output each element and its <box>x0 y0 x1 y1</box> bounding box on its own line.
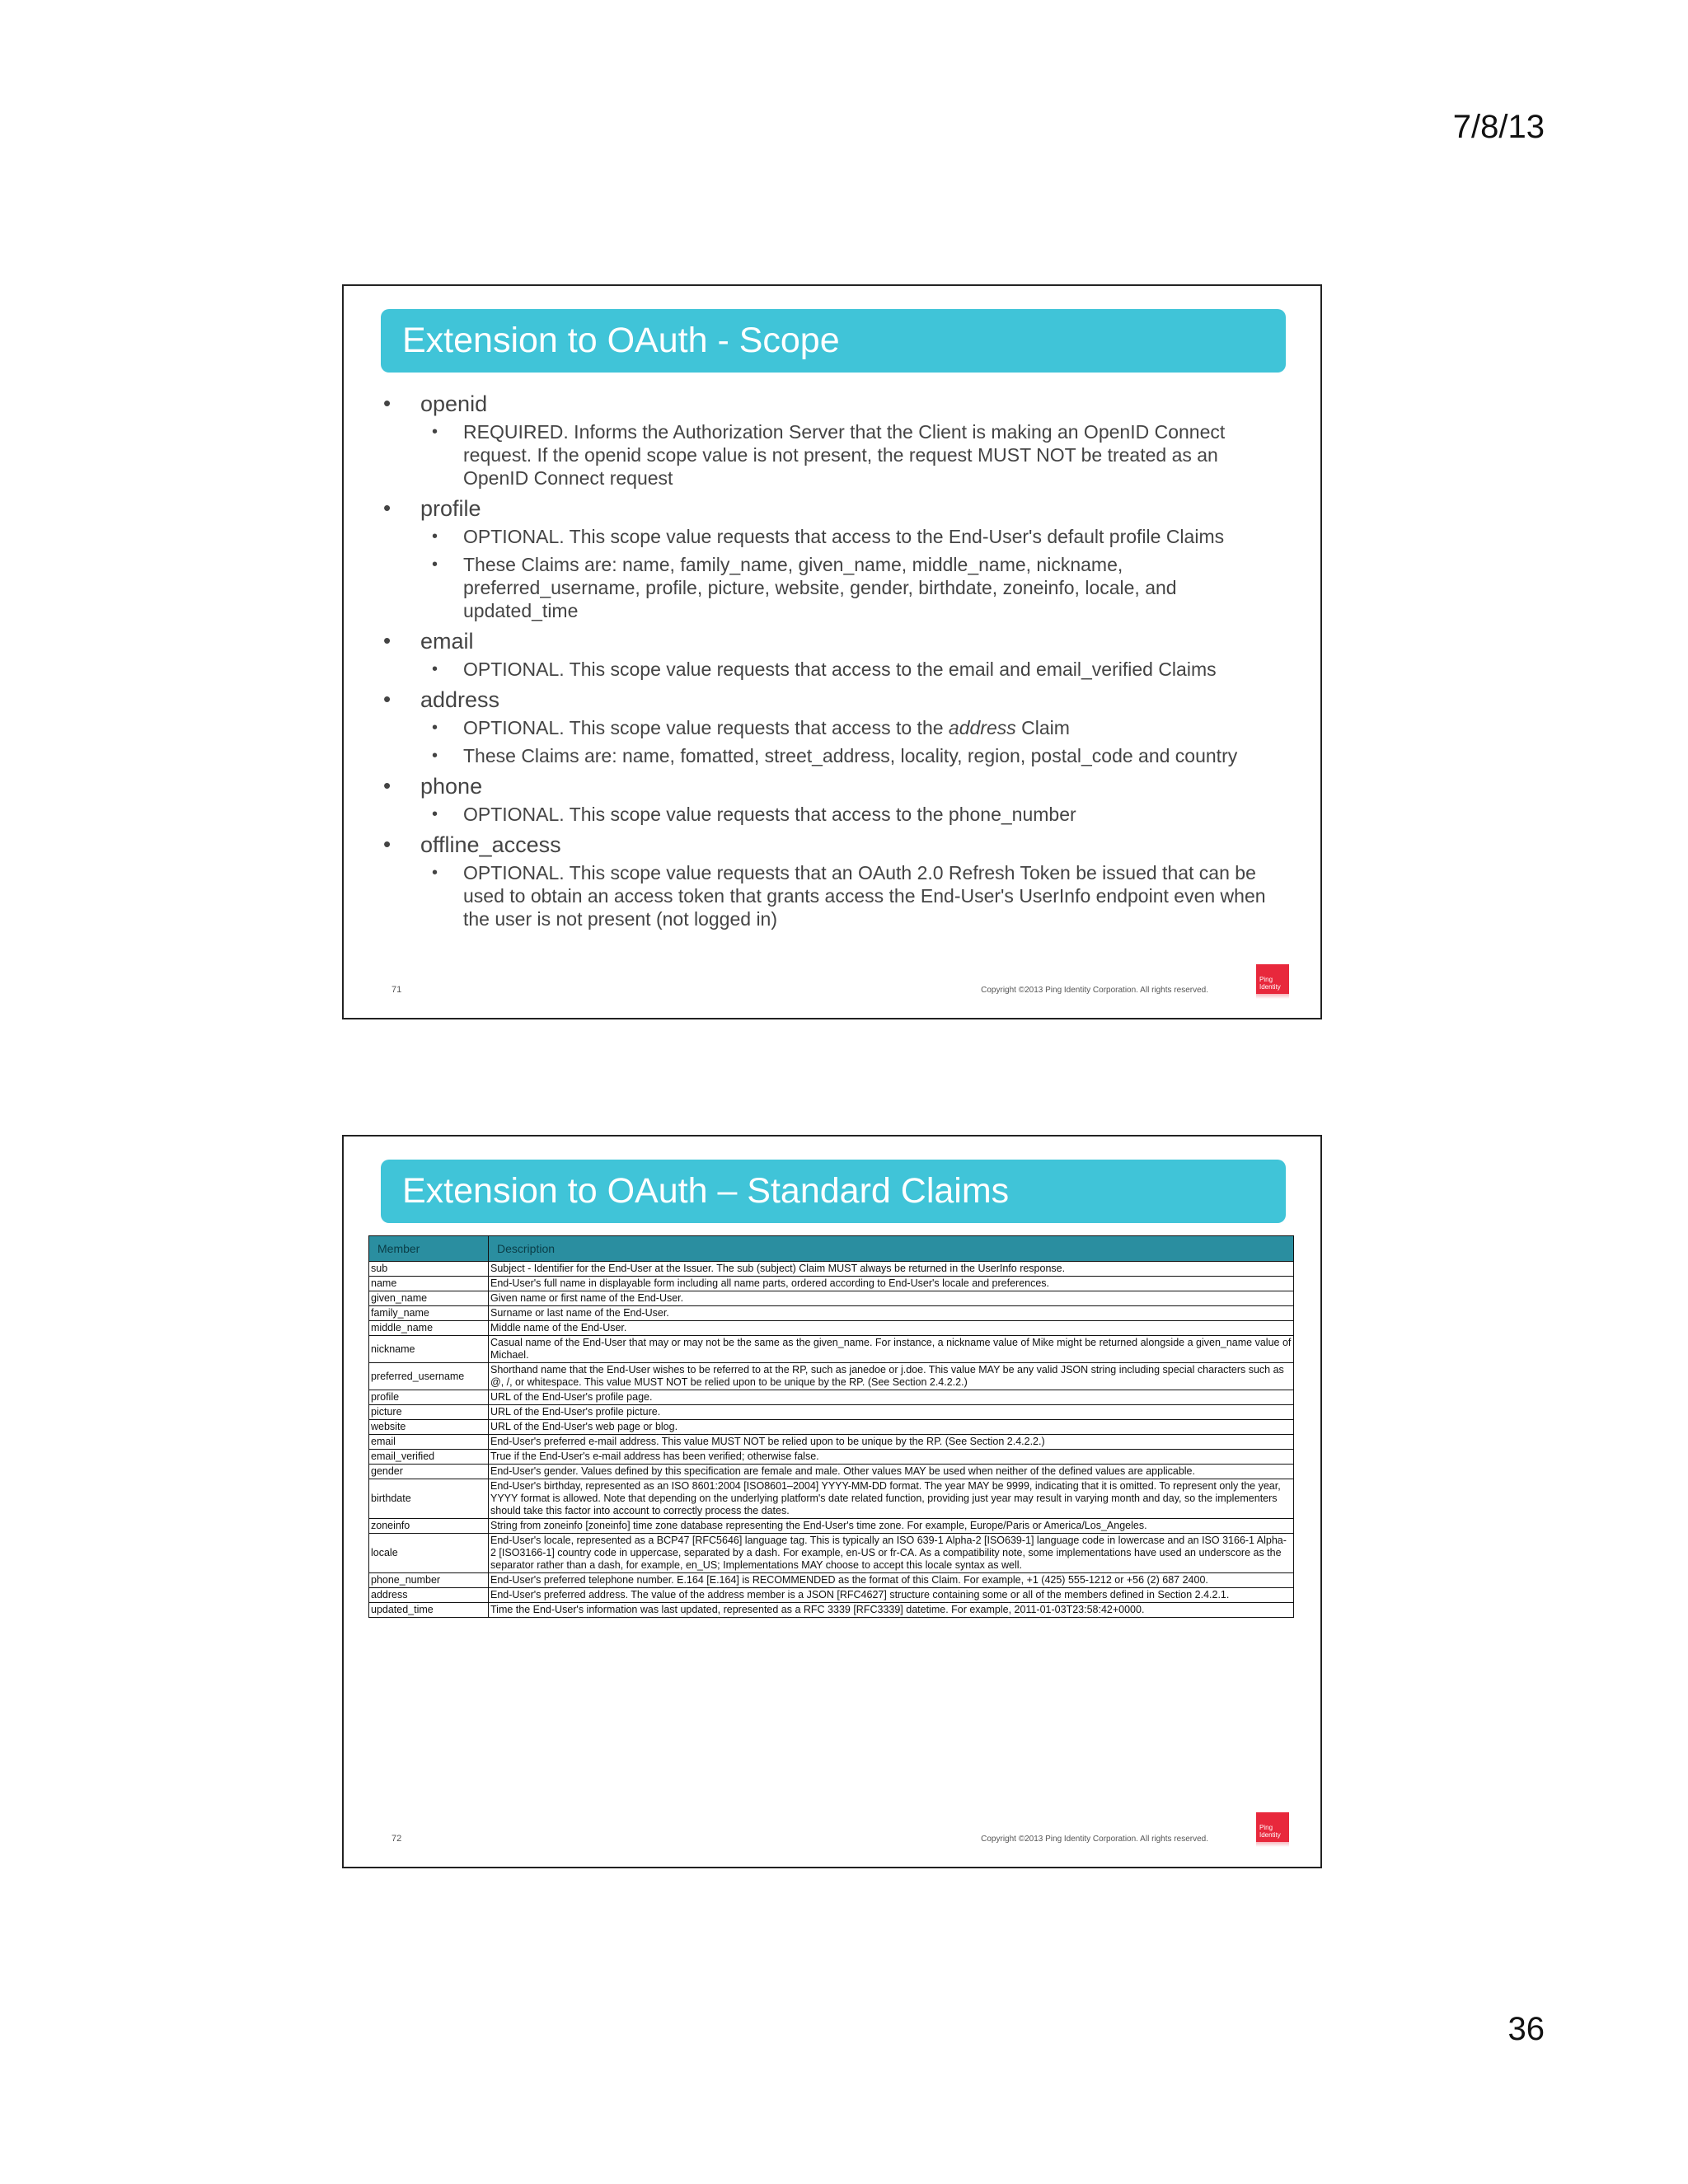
table-row <box>369 1277 1294 1291</box>
slide-standard-claims <box>342 1135 1322 1868</box>
claim-member: email_verified <box>369 1450 489 1465</box>
page-number: 36 <box>1507 2011 1545 2047</box>
table-row <box>369 1588 1294 1603</box>
claim-member: given_name <box>369 1291 489 1306</box>
scope-detail-text: OPTIONAL. This scope value requests that an OAuth 2.0 Refresh Token be issued that can be used to obtain an access token that grants access the End-User's UserInfo endpoint even when the user is not present (not logged in) <box>463 862 1266 930</box>
scope-details <box>420 420 1273 490</box>
claim-member: picture <box>369 1405 489 1420</box>
scope-detail-text: These Claims are: name, family_name, given_name, middle_name, nickname, preferred_username, profile, picture, website, gender, birthdate, zoneinfo, locale, and updated_time <box>463 554 1177 621</box>
bullet-icon: • <box>432 660 438 678</box>
bullet-icon: • <box>383 832 392 856</box>
bullet-icon: • <box>432 719 438 737</box>
scope-detail-text: These Claims are: name, fomatted, street_address, locality, region, postal_code and country <box>463 745 1238 766</box>
claim-description: URL of the End-User's profile picture. <box>489 1405 1294 1420</box>
bullet-icon: • <box>383 628 392 653</box>
claim-description: String from zoneinfo [zoneinfo] time zone database representing the End-User's time zone. For example, Europe/Paris or America/Los_Angeles. <box>489 1519 1294 1534</box>
scope-item <box>383 494 1273 622</box>
scope-detail <box>420 420 1273 490</box>
claim-member: nickname <box>369 1336 489 1363</box>
copyright-notice: Copyright ©2013 Ping Identity Corporation. All rights reserved. <box>981 986 1208 995</box>
bullet-icon: • <box>432 747 438 765</box>
column-header-member: Member <box>369 1236 489 1262</box>
table-row <box>369 1262 1294 1277</box>
claim-description: URL of the End-User's profile page. <box>489 1390 1294 1405</box>
scope-name: openid <box>420 391 488 416</box>
copyright-notice: Copyright ©2013 Ping Identity Corporation. All rights reserved. <box>981 1835 1208 1844</box>
slide-scope <box>342 284 1322 1019</box>
claim-description: End-User's preferred address. The value of the address member is a JSON [RFC4627] structure containing some or all of the members defined in Section 2.4.2.1. <box>489 1588 1294 1603</box>
scope-details <box>420 525 1273 622</box>
claims-table-body <box>369 1262 1294 1618</box>
table-row <box>369 1534 1294 1573</box>
scope-detail <box>420 716 1273 739</box>
table-header-row <box>369 1236 1294 1262</box>
page-date: 7/8/13 <box>1452 109 1545 145</box>
scope-item <box>383 390 1273 490</box>
scope-detail-text: OPTIONAL. This scope value requests that access to the email and email_verified Claims <box>463 658 1217 680</box>
slide-number: 72 <box>392 1834 402 1844</box>
ping-identity-logo <box>1256 1812 1289 1842</box>
table-row <box>369 1450 1294 1465</box>
bullet-icon: • <box>383 773 392 798</box>
slide-title: Extension to OAuth - Scope <box>381 309 1286 373</box>
claim-description: End-User's preferred telephone number. E.164 [E.164] is RECOMMENDED as the format of this Claim. For example, +1 (425) 555-1212 or +56 (2) 687 2400. <box>489 1573 1294 1588</box>
claim-description: Time the End-User's information was last updated, represented as a RFC 3339 [RFC3339] datetime. For example, 2011-01-03T23:58:42+0000. <box>489 1603 1294 1618</box>
scope-detail-text: REQUIRED. Informs the Authorization Server that the Client is making an OpenID Connect request. If the openid scope value is not present, the request MUST NOT be treated as an OpenID Connect request <box>463 421 1226 489</box>
table-row <box>369 1363 1294 1390</box>
bullet-icon: • <box>432 864 438 882</box>
table-row <box>369 1390 1294 1405</box>
claim-description: Given name or first name of the End-User. <box>489 1291 1294 1306</box>
claim-member: preferred_username <box>369 1363 489 1390</box>
scope-name: address <box>420 687 500 712</box>
scope-item <box>383 831 1273 930</box>
scope-detail <box>420 525 1273 548</box>
claim-member: zoneinfo <box>369 1519 489 1534</box>
table-row <box>369 1603 1294 1618</box>
scope-list <box>383 390 1273 935</box>
scope-detail <box>420 861 1273 930</box>
claim-member: name <box>369 1277 489 1291</box>
scope-item <box>383 772 1273 826</box>
claim-description: URL of the End-User's web page or blog. <box>489 1420 1294 1435</box>
scope-details <box>420 803 1273 826</box>
bullet-icon: • <box>383 495 392 520</box>
claim-member: updated_time <box>369 1603 489 1618</box>
claim-member: profile <box>369 1390 489 1405</box>
scope-detail <box>420 803 1273 826</box>
claim-description: End-User's gender. Values defined by this specification are female and male. Other values MAY be used when neither of the defined values are applicable. <box>489 1465 1294 1479</box>
table-row <box>369 1465 1294 1479</box>
bullet-icon: • <box>383 687 392 711</box>
claim-description: End-User's locale, represented as a BCP47 [RFC5646] language tag. This is typically an ISO 639-1 Alpha-2 [ISO639‑1] language code in lowercase and an ISO 3166-1 Alpha-2 [ISO3166‑1] country code in uppercase, separated by a dash. For example, en-US or fr-CA. As a compatibility note, some implementations have used an underscore as the separator rather than a dash, for example, en_US; Implementations MAY choose to accept this locale syntax as well. <box>489 1534 1294 1573</box>
scope-detail-text: OPTIONAL. This scope value requests that access to the End-User's default profile Claims <box>463 526 1225 547</box>
claim-member: address <box>369 1588 489 1603</box>
claim-description: Shorthand name that the End-User wishes to be referred to at the RP, such as janedoe or j.doe. This value MAY be any valid JSON string including special characters such as @, /, or whitespace. This value MUST NOT be relied upon to be unique by the RP. (See Section 2.4.2.2.) <box>489 1363 1294 1390</box>
bullet-icon: • <box>432 805 438 823</box>
scope-details <box>420 716 1273 767</box>
ping-identity-logo <box>1256 964 1289 994</box>
claim-member: email <box>369 1435 489 1450</box>
claim-member: middle_name <box>369 1321 489 1336</box>
slide-number: 71 <box>392 985 402 995</box>
table-row <box>369 1519 1294 1534</box>
table-row <box>369 1336 1294 1363</box>
scope-detail-text: OPTIONAL. This scope value requests that access to the phone_number <box>463 804 1076 825</box>
logo-text-line1: Ping <box>1259 1824 1273 1831</box>
slide-title: Extension to OAuth – Standard Claims <box>381 1160 1286 1223</box>
bullet-icon: • <box>432 423 438 441</box>
claim-description: True if the End-User's e-mail address has been verified; otherwise false. <box>489 1450 1294 1465</box>
scope-name: profile <box>420 496 481 521</box>
claims-table <box>368 1235 1294 1618</box>
table-row <box>369 1479 1294 1519</box>
claim-description: Surname or last name of the End-User. <box>489 1306 1294 1321</box>
scope-name: offline_access <box>420 832 561 857</box>
claim-description: Middle name of the End-User. <box>489 1321 1294 1336</box>
scope-detail <box>420 658 1273 681</box>
scope-name: email <box>420 629 474 654</box>
claim-member: birthdate <box>369 1479 489 1519</box>
claim-description: Casual name of the End-User that may or may not be the same as the given_name. For instance, a nickname value of Mike might be returned alongside a given_name value of Michael. <box>489 1336 1294 1363</box>
table-row <box>369 1405 1294 1420</box>
bullet-icon: • <box>383 391 392 415</box>
table-row <box>369 1291 1294 1306</box>
scope-item <box>383 686 1273 767</box>
table-row <box>369 1420 1294 1435</box>
scope-detail-text: OPTIONAL. This scope value requests that access to the address Claim <box>463 717 1070 738</box>
scope-details <box>420 861 1273 930</box>
bullet-icon: • <box>432 555 438 574</box>
table-row <box>369 1306 1294 1321</box>
scope-details <box>420 658 1273 681</box>
column-header-description: Description <box>489 1236 1294 1262</box>
claim-member: sub <box>369 1262 489 1277</box>
claim-description: End-User's full name in displayable form including all name parts, ordered according to End-User's locale and preferences. <box>489 1277 1294 1291</box>
table-row <box>369 1573 1294 1588</box>
scope-name: phone <box>420 774 483 799</box>
table-row <box>369 1321 1294 1336</box>
logo-text-line1: Ping <box>1259 976 1273 983</box>
claim-description: End-User's preferred e-mail address. This value MUST NOT be relied upon to be unique by the RP. (See Section 2.4.2.2.) <box>489 1435 1294 1450</box>
claim-member: gender <box>369 1465 489 1479</box>
logo-text-line2: Identity <box>1259 983 1281 991</box>
claim-description: End-User's birthday, represented as an ISO 8601:2004 [ISO8601–2004] YYYY-MM-DD format. The year MAY be 9999, indicating that it is omitted. To represent only the year, YYYY format is allowed. Note that depending on the underlying platform's date related function, providing just year may result in varying month and day, so the implementers should take this factor into account to correctly process the dates. <box>489 1479 1294 1519</box>
claim-member: family_name <box>369 1306 489 1321</box>
claim-description: Subject - Identifier for the End-User at the Issuer. The sub (subject) Claim MUST always be returned in the UserInfo response. <box>489 1262 1294 1277</box>
bullet-icon: • <box>432 527 438 546</box>
scope-detail <box>420 744 1273 767</box>
scope-detail <box>420 553 1273 622</box>
table-row <box>369 1435 1294 1450</box>
scope-item <box>383 627 1273 681</box>
claim-member: phone_number <box>369 1573 489 1588</box>
claim-member: locale <box>369 1534 489 1573</box>
logo-text-line2: Identity <box>1259 1831 1281 1839</box>
claim-member: website <box>369 1420 489 1435</box>
